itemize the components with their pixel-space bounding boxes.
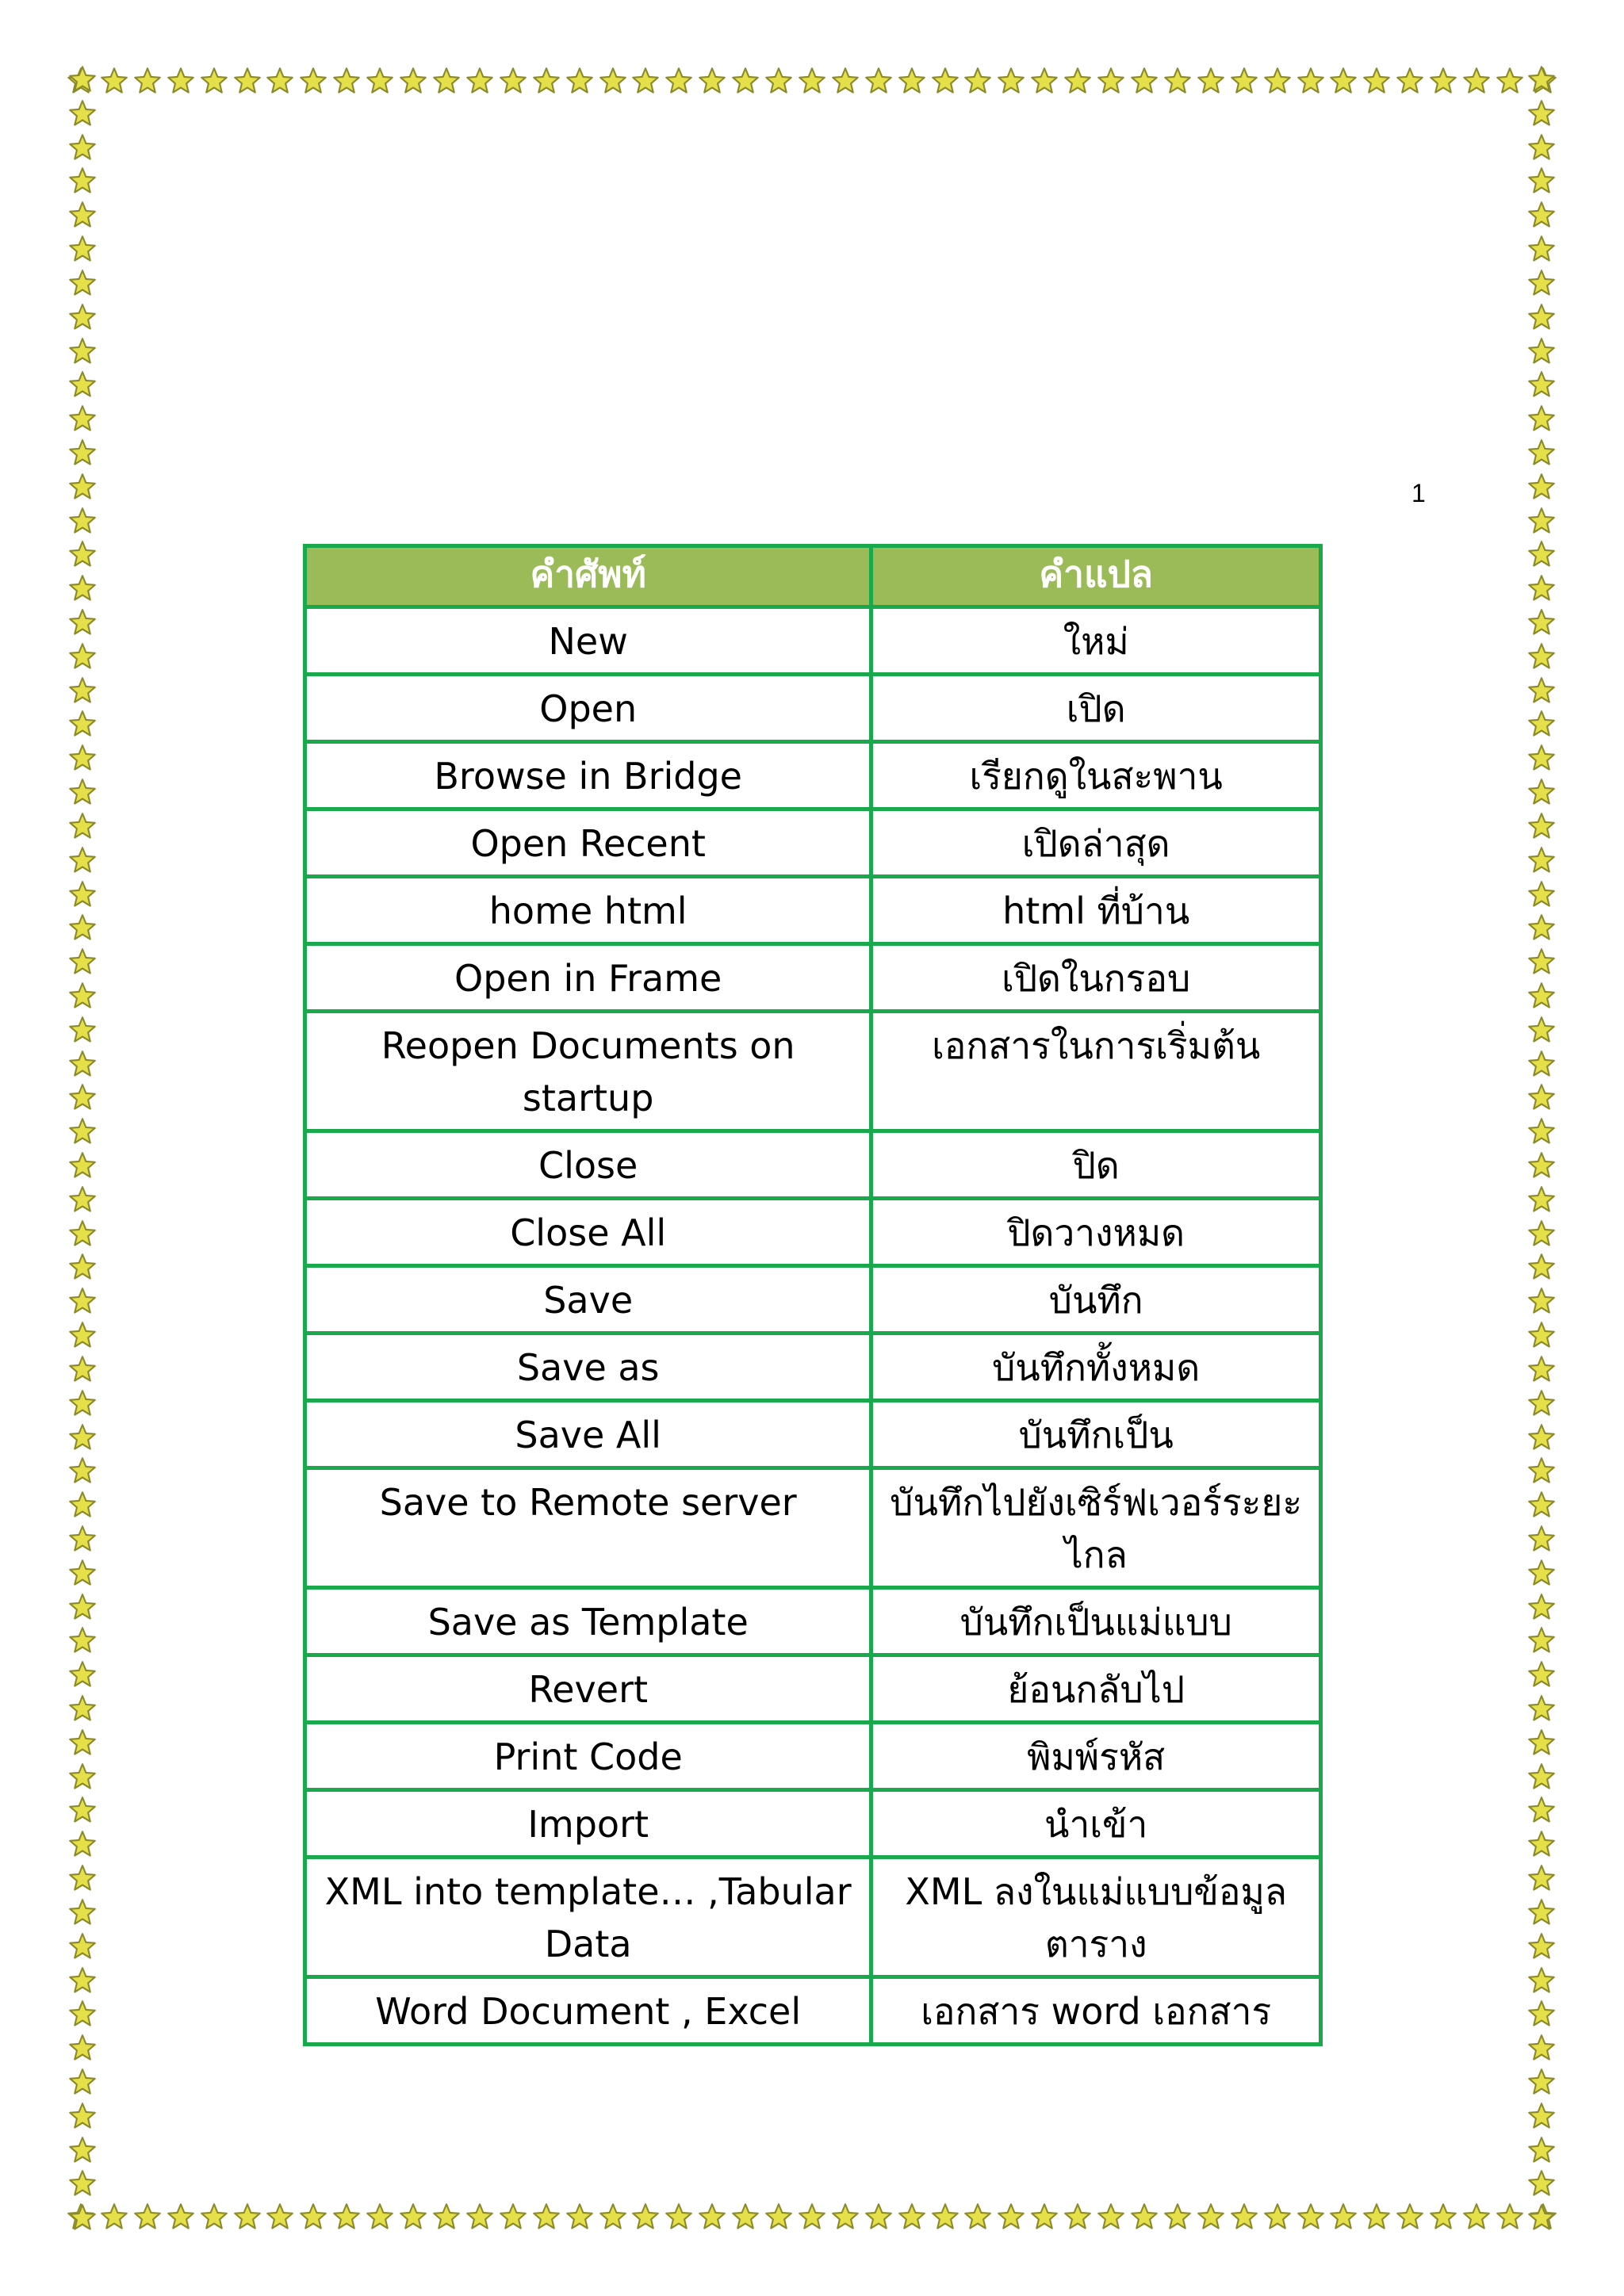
- star-icon: [68, 812, 97, 840]
- star-icon: [1462, 67, 1491, 95]
- star-icon: [233, 67, 262, 95]
- star-icon: [1527, 2102, 1556, 2130]
- star-icon: [665, 67, 693, 95]
- star-icon: [100, 67, 128, 95]
- star-icon: [68, 608, 97, 637]
- star-icon: [68, 1083, 97, 1112]
- star-icon: [731, 2202, 760, 2231]
- star-icon: [764, 2202, 793, 2231]
- star-icon: [698, 67, 726, 95]
- header-translation: คำแปล: [871, 546, 1321, 607]
- term-cell: XML into template… ,Tabular Data: [305, 1858, 871, 1977]
- translation-cell: เรียกดูในสะพาน: [871, 742, 1321, 809]
- star-icon: [133, 67, 162, 95]
- star-icon: [68, 1185, 97, 1214]
- star-icon: [68, 1219, 97, 1248]
- star-icon: [1527, 1287, 1556, 1315]
- star-icon: [1527, 1830, 1556, 1858]
- term-cell: Browse in Bridge: [305, 742, 871, 809]
- table-row: [305, 1468, 1321, 1588]
- star-icon: [133, 2202, 162, 2231]
- star-icon: [631, 2202, 660, 2231]
- star-icon: [1527, 1966, 1556, 1995]
- star-icon: [764, 67, 793, 95]
- term-cell: Save as: [305, 1334, 871, 1401]
- term-cell: home html: [305, 877, 871, 944]
- star-icon: [1527, 1423, 1556, 1452]
- star-icon: [332, 2202, 361, 2231]
- star-icon: [68, 947, 97, 976]
- star-icon: [963, 2202, 992, 2231]
- table-row: [305, 1012, 1321, 1131]
- star-icon: [68, 1321, 97, 1349]
- star-icon: [68, 1694, 97, 1723]
- star-icon: [432, 67, 461, 95]
- star-icon: [931, 2202, 959, 2231]
- star-icon: [1527, 880, 1556, 909]
- star-icon: [1063, 2202, 1092, 2231]
- star-icon: [1496, 67, 1524, 95]
- star-icon: [68, 2102, 97, 2130]
- star-icon: [1527, 1932, 1556, 1961]
- star-icon: [68, 337, 97, 365]
- star-icon: [68, 370, 97, 399]
- star-icon: [831, 2202, 860, 2231]
- star-icon: [1527, 744, 1556, 772]
- star-icon: [1329, 2202, 1358, 2231]
- star-icon: [1527, 913, 1556, 942]
- star-icon: [1527, 1762, 1556, 1791]
- star-icon: [963, 67, 992, 95]
- star-icon: [1527, 1525, 1556, 1553]
- star-icon: [1527, 370, 1556, 399]
- star-icon: [1527, 1796, 1556, 1824]
- star-icon: [68, 1830, 97, 1858]
- star-icon: [1396, 2202, 1424, 2231]
- star-icon: [1527, 2203, 1556, 2232]
- star-icon: [68, 2034, 97, 2062]
- star-icon: [1527, 2136, 1556, 2164]
- star-icon: [599, 67, 627, 95]
- star-icon: [831, 67, 860, 95]
- star-icon: [1527, 1898, 1556, 1927]
- star-icon: [1230, 67, 1258, 95]
- star-icon: [200, 67, 228, 95]
- term-cell: Revert: [305, 1655, 871, 1723]
- star-icon: [1527, 99, 1556, 128]
- table-row: [305, 1588, 1321, 1655]
- star-icon: [1527, 438, 1556, 467]
- star-icon: [200, 2202, 228, 2231]
- star-icon: [1527, 404, 1556, 433]
- table-row: [305, 1334, 1321, 1401]
- star-icon: [1527, 1083, 1556, 1112]
- table-row: [305, 1655, 1321, 1723]
- star-icon: [997, 2202, 1025, 2231]
- star-icon: [68, 1593, 97, 1621]
- star-icon: [1030, 67, 1059, 95]
- star-icon: [1496, 2202, 1524, 2231]
- star-icon: [1527, 812, 1556, 840]
- star-icon: [68, 1898, 97, 1927]
- star-icon: [68, 303, 97, 331]
- star-icon: [68, 744, 97, 772]
- star-icon: [68, 1932, 97, 1961]
- table-header-row: [305, 546, 1321, 607]
- star-icon: [1362, 67, 1391, 95]
- vocabulary-table: [303, 544, 1323, 2046]
- star-icon: [68, 1389, 97, 1418]
- star-icon: [68, 1626, 97, 1655]
- star-icon: [68, 1016, 97, 1044]
- star-icon: [1297, 2202, 1325, 2231]
- star-icon: [68, 2068, 97, 2096]
- star-icon: [68, 201, 97, 229]
- term-cell: Save to Remote server: [305, 1468, 871, 1588]
- star-icon: [698, 2202, 726, 2231]
- star-icon: [1527, 1253, 1556, 1281]
- star-icon: [68, 404, 97, 433]
- star-icon: [100, 2202, 128, 2231]
- star-icon: [68, 1253, 97, 1281]
- star-icon: [1527, 676, 1556, 705]
- translation-cell: เปิดล่าสุด: [871, 809, 1321, 877]
- star-icon: [1527, 1151, 1556, 1180]
- star-icon: [68, 1999, 97, 2028]
- table-row: [305, 809, 1321, 877]
- term-cell: Open: [305, 675, 871, 742]
- term-cell: Open in Frame: [305, 944, 871, 1012]
- star-icon: [68, 982, 97, 1010]
- star-icon: [1527, 982, 1556, 1010]
- star-icon: [68, 540, 97, 568]
- star-icon: [1527, 303, 1556, 331]
- star-icon: [332, 67, 361, 95]
- star-icon: [68, 1559, 97, 1587]
- table-row: [305, 1131, 1321, 1199]
- star-icon: [1527, 2068, 1556, 2096]
- star-icon: [1527, 201, 1556, 229]
- star-border-bottom: [67, 2201, 1557, 2233]
- term-cell: Open Recent: [305, 809, 871, 877]
- star-icon: [167, 67, 195, 95]
- translation-cell: เปิด: [871, 675, 1321, 742]
- translation-cell: บันทึก: [871, 1266, 1321, 1334]
- star-icon: [1527, 574, 1556, 603]
- star-icon: [599, 2202, 627, 2231]
- star-icon: [68, 166, 97, 195]
- star-icon: [68, 133, 97, 162]
- star-icon: [1527, 1999, 1556, 2028]
- table-row: [305, 1723, 1321, 1790]
- star-icon: [1396, 67, 1424, 95]
- star-icon: [68, 676, 97, 705]
- star-icon: [1527, 1219, 1556, 1248]
- star-icon: [68, 778, 97, 806]
- star-icon: [1097, 2202, 1125, 2231]
- star-icon: [1527, 1117, 1556, 1146]
- star-icon: [266, 2202, 294, 2231]
- star-icon: [1163, 67, 1192, 95]
- star-icon: [1197, 2202, 1225, 2231]
- star-icon: [1527, 473, 1556, 501]
- star-icon: [1527, 1016, 1556, 1044]
- star-icon: [68, 1728, 97, 1757]
- star-icon: [1527, 166, 1556, 195]
- star-icon: [1527, 507, 1556, 535]
- translation-cell: บันทึกเป็น: [871, 1401, 1321, 1468]
- star-icon: [68, 473, 97, 501]
- term-cell: Save: [305, 1266, 871, 1334]
- star-icon: [68, 269, 97, 297]
- star-icon: [1527, 1626, 1556, 1655]
- star-border-right: [1526, 65, 1557, 2233]
- star-icon: [1527, 1660, 1556, 1689]
- star-icon: [1527, 540, 1556, 568]
- star-icon: [68, 2136, 97, 2164]
- translation-cell: พิมพ์รหัส: [871, 1723, 1321, 1790]
- translation-cell: บันทึกเป็นแม่แบบ: [871, 1588, 1321, 1655]
- star-icon: [432, 2202, 461, 2231]
- translation-cell: html ที่บ้าน: [871, 877, 1321, 944]
- term-cell: Close All: [305, 1199, 871, 1266]
- star-icon: [1063, 67, 1092, 95]
- page-number: 1: [1411, 479, 1426, 507]
- star-icon: [1163, 2202, 1192, 2231]
- star-icon: [1429, 67, 1457, 95]
- star-icon: [1527, 947, 1556, 976]
- star-icon: [1362, 2202, 1391, 2231]
- star-icon: [1130, 67, 1159, 95]
- term-cell: Print Code: [305, 1723, 871, 1790]
- star-icon: [68, 1762, 97, 1791]
- star-icon: [465, 67, 494, 95]
- table-row: [305, 1858, 1321, 1977]
- star-icon: [68, 1490, 97, 1519]
- term-cell: New: [305, 607, 871, 675]
- star-icon: [798, 2202, 826, 2231]
- term-cell: Import: [305, 1790, 871, 1858]
- star-icon: [898, 67, 926, 95]
- star-icon: [68, 1050, 97, 1078]
- star-icon: [465, 2202, 494, 2231]
- star-icon: [731, 67, 760, 95]
- star-icon: [68, 438, 97, 467]
- star-icon: [1527, 2034, 1556, 2062]
- star-icon: [68, 99, 97, 128]
- star-icon: [1527, 269, 1556, 297]
- translation-cell: เปิดในกรอบ: [871, 944, 1321, 1012]
- star-icon: [68, 2203, 97, 2232]
- star-icon: [266, 67, 294, 95]
- star-icon: [665, 2202, 693, 2231]
- translation-cell: บันทึกไปยังเซิร์ฟเวอร์ระยะไกล: [871, 1468, 1321, 1588]
- star-icon: [1527, 1185, 1556, 1214]
- star-icon: [532, 67, 561, 95]
- translation-cell: ใหม่: [871, 607, 1321, 675]
- star-icon: [1527, 1864, 1556, 1892]
- star-icon: [1527, 608, 1556, 637]
- star-icon: [1527, 778, 1556, 806]
- star-icon: [68, 846, 97, 874]
- star-icon: [1329, 67, 1358, 95]
- star-icon: [1527, 1050, 1556, 1078]
- star-icon: [1263, 67, 1292, 95]
- star-icon: [1527, 1694, 1556, 1723]
- star-icon: [1097, 67, 1125, 95]
- star-icon: [532, 2202, 561, 2231]
- star-icon: [68, 507, 97, 535]
- star-icon: [898, 2202, 926, 2231]
- star-icon: [68, 2169, 97, 2198]
- star-icon: [1263, 2202, 1292, 2231]
- term-cell: Save All: [305, 1401, 871, 1468]
- translation-cell: ปิด: [871, 1131, 1321, 1199]
- star-icon: [1527, 1389, 1556, 1418]
- star-border-left: [67, 65, 98, 2233]
- star-icon: [299, 67, 327, 95]
- star-icon: [68, 642, 97, 671]
- star-icon: [167, 2202, 195, 2231]
- term-cell: Close: [305, 1131, 871, 1199]
- star-icon: [1230, 2202, 1258, 2231]
- star-icon: [1130, 2202, 1159, 2231]
- star-icon: [366, 2202, 394, 2231]
- star-icon: [864, 2202, 893, 2231]
- star-icon: [68, 1525, 97, 1553]
- star-icon: [565, 2202, 594, 2231]
- translation-cell: เอกสาร word เอกสาร: [871, 1977, 1321, 2045]
- star-icon: [631, 67, 660, 95]
- table-row: [305, 1401, 1321, 1468]
- star-icon: [931, 67, 959, 95]
- star-icon: [1462, 2202, 1491, 2231]
- star-icon: [68, 1966, 97, 1995]
- star-icon: [68, 235, 97, 263]
- translation-cell: บันทึกทั้งหมด: [871, 1334, 1321, 1401]
- star-icon: [68, 1423, 97, 1452]
- star-icon: [1527, 1456, 1556, 1485]
- table-row: [305, 1790, 1321, 1858]
- term-cell: Word Document , Excel: [305, 1977, 871, 2045]
- star-icon: [1527, 235, 1556, 263]
- star-icon: [68, 1456, 97, 1485]
- star-icon: [68, 65, 97, 94]
- star-icon: [864, 67, 893, 95]
- translation-cell: ย้อนกลับไป: [871, 1655, 1321, 1723]
- star-icon: [1527, 1593, 1556, 1621]
- star-icon: [1527, 2169, 1556, 2198]
- star-icon: [997, 67, 1025, 95]
- star-icon: [499, 2202, 527, 2231]
- star-icon: [233, 2202, 262, 2231]
- star-icon: [1197, 67, 1225, 95]
- star-icon: [299, 2202, 327, 2231]
- table-row: [305, 1266, 1321, 1334]
- term-cell: Reopen Documents on startup: [305, 1012, 871, 1131]
- table-row: [305, 742, 1321, 809]
- star-icon: [68, 1287, 97, 1315]
- header-term: คำศัพท์: [305, 546, 871, 607]
- star-icon: [399, 67, 427, 95]
- table-row: [305, 675, 1321, 742]
- star-icon: [399, 2202, 427, 2231]
- star-icon: [366, 67, 394, 95]
- star-icon: [1527, 846, 1556, 874]
- star-icon: [68, 1660, 97, 1689]
- table-row: [305, 1199, 1321, 1266]
- star-icon: [68, 1151, 97, 1180]
- star-icon: [1527, 1728, 1556, 1757]
- translation-cell: เอกสารในการเริ่มต้น: [871, 1012, 1321, 1131]
- star-icon: [68, 1117, 97, 1146]
- translation-cell: นำเข้า: [871, 1790, 1321, 1858]
- star-icon: [565, 67, 594, 95]
- star-icon: [68, 880, 97, 909]
- table-row: [305, 877, 1321, 944]
- star-icon: [1030, 2202, 1059, 2231]
- translation-cell: ปิดวางหมด: [871, 1199, 1321, 1266]
- star-icon: [1527, 1490, 1556, 1519]
- star-border-top: [67, 65, 1557, 97]
- star-icon: [68, 574, 97, 603]
- star-icon: [1527, 337, 1556, 365]
- star-icon: [68, 1864, 97, 1892]
- star-icon: [1527, 1355, 1556, 1383]
- table-row: [305, 607, 1321, 675]
- table-row: [305, 1977, 1321, 2045]
- translation-cell: XML ลงในแม่แบบข้อมูลตาราง: [871, 1858, 1321, 1977]
- star-icon: [1527, 133, 1556, 162]
- table-body: [305, 607, 1321, 2045]
- star-icon: [1527, 1559, 1556, 1587]
- star-icon: [1527, 1321, 1556, 1349]
- star-icon: [1527, 65, 1556, 94]
- star-icon: [68, 710, 97, 738]
- star-icon: [1527, 710, 1556, 738]
- star-icon: [1527, 642, 1556, 671]
- star-icon: [499, 67, 527, 95]
- table-row: [305, 944, 1321, 1012]
- star-icon: [68, 913, 97, 942]
- term-cell: Save as Template: [305, 1588, 871, 1655]
- star-icon: [1429, 2202, 1457, 2231]
- star-icon: [1297, 67, 1325, 95]
- star-icon: [68, 1796, 97, 1824]
- star-icon: [798, 67, 826, 95]
- star-icon: [68, 1355, 97, 1383]
